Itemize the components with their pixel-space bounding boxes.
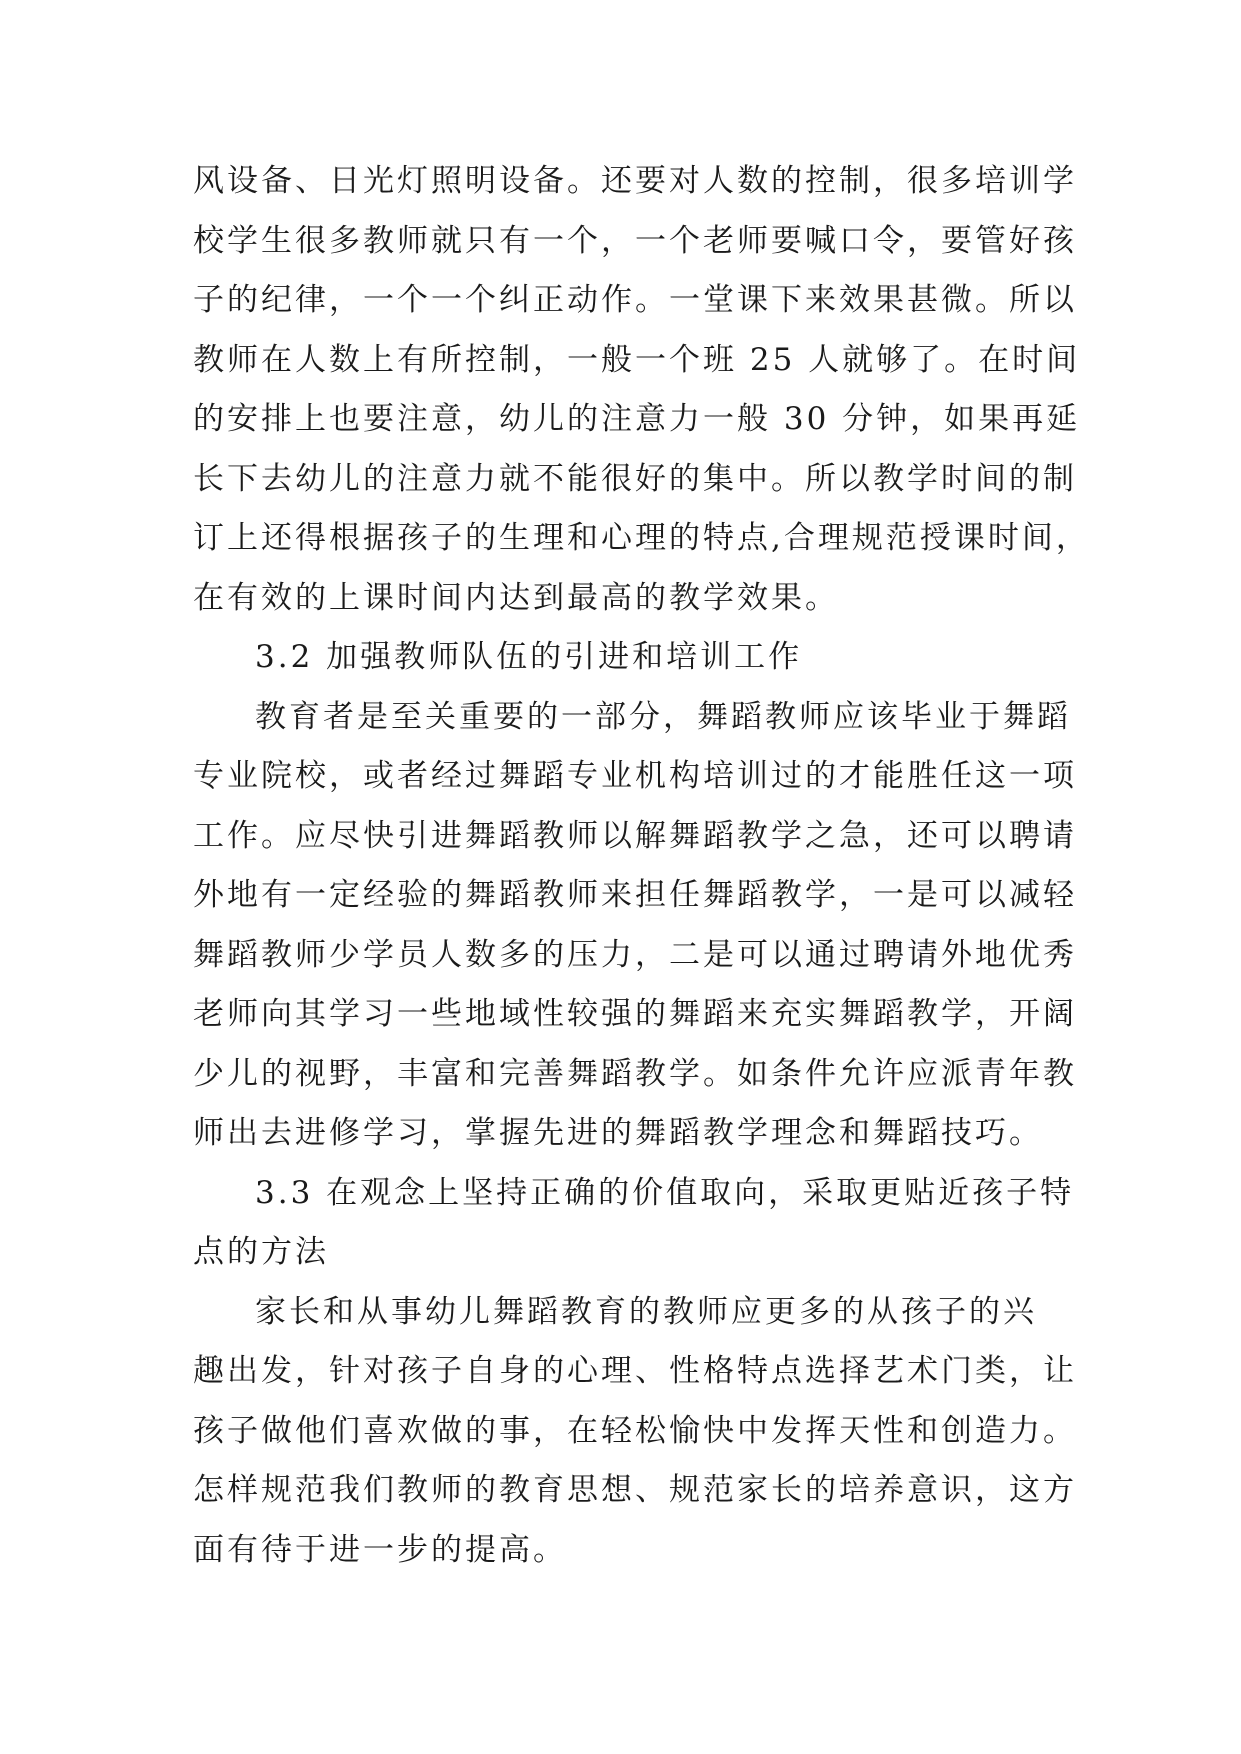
text-line: 订上还得根据孩子的生理和心理的特点,合理规范授课时间， xyxy=(193,520,1090,556)
text-line: 风设备、日光灯照明设备。还要对人数的控制，很多培训学 xyxy=(193,163,1077,199)
section-heading: 3.2 加强教师队伍的引进和培训工作 xyxy=(255,639,803,675)
section-heading-continued: 点的方法 xyxy=(193,1234,329,1270)
text-line: 少儿的视野，丰富和完善舞蹈教学。如条件允许应派青年教 xyxy=(193,1056,1077,1092)
text-line: 面有待于进一步的提高。 xyxy=(193,1532,567,1568)
text-line: 师出去进修学习，掌握先进的舞蹈教学理念和舞蹈技巧。 xyxy=(193,1115,1043,1151)
text-line: 家长和从事幼儿舞蹈教育的教师应更多的从孩子的兴 xyxy=(255,1294,1037,1330)
section-heading: 3.3 在观念上坚持正确的价值取向，采取更贴近孩子特 xyxy=(255,1175,1075,1211)
text-line: 工作。应尽快引进舞蹈教师以解舞蹈教学之急，还可以聘请 xyxy=(193,818,1077,854)
text-line: 专业院校，或者经过舞蹈专业机构培训过的才能胜任这一项 xyxy=(193,758,1077,794)
text-line: 子的纪律，一个一个纠正动作。一堂课下来效果甚微。所以 xyxy=(193,282,1077,318)
text-line: 孩子做他们喜欢做的事，在轻松愉快中发挥天性和创造力。 xyxy=(193,1413,1077,1449)
text-line: 长下去幼儿的注意力就不能很好的集中。所以教学时间的制 xyxy=(193,461,1077,497)
text-line: 教育者是至关重要的一部分，舞蹈教师应该毕业于舞蹈 xyxy=(255,699,1071,735)
text-line: 校学生很多教师就只有一个，一个老师要喊口令，要管好孩 xyxy=(193,223,1077,259)
text-line: 的安排上也要注意，幼儿的注意力一般 30 分钟，如果再延 xyxy=(193,401,1081,437)
text-line: 在有效的上课时间内达到最高的教学效果。 xyxy=(193,580,839,616)
text-line: 教师在人数上有所控制，一般一个班 25 人就够了。在时间 xyxy=(193,342,1081,378)
text-line: 趣出发，针对孩子自身的心理、性格特点选择艺术门类，让 xyxy=(193,1353,1077,1389)
text-line: 舞蹈教师少学员人数多的压力，二是可以通过聘请外地优秀 xyxy=(193,937,1077,973)
text-line: 老师向其学习一些地域性较强的舞蹈来充实舞蹈教学，开阔 xyxy=(193,996,1077,1032)
text-line: 外地有一定经验的舞蹈教师来担任舞蹈教学，一是可以减轻 xyxy=(193,877,1077,913)
text-line: 怎样规范我们教师的教育思想、规范家长的培养意识，这方 xyxy=(193,1472,1077,1508)
